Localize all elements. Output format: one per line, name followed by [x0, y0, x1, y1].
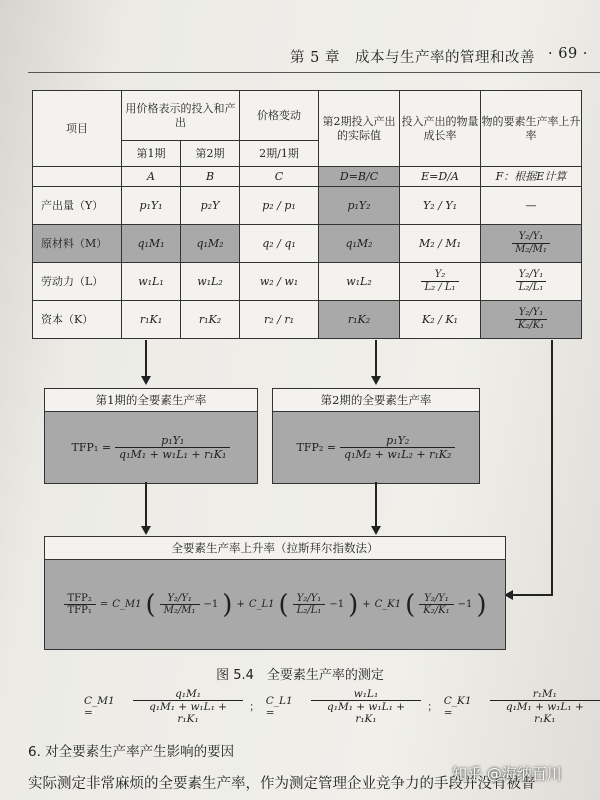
header-actual-value: 第2期投入产出的实际值	[319, 91, 400, 167]
tfp-rise-box	[44, 536, 506, 650]
page-number: · 69 ·	[548, 46, 588, 62]
body-paragraph: 实际测定非常麻烦的全要素生产率，作为测定管理企业竞争力的手段并没有被普	[28, 776, 536, 792]
cell: r₁K₁	[122, 301, 181, 339]
cell: p₂Y	[181, 187, 240, 225]
cell: $\frac{\text{Y₂/Y₁}}{\text{K₂/K₁}}$	[481, 301, 582, 339]
cell: M₂ / M₁	[400, 225, 481, 263]
letter-c: C	[240, 167, 319, 187]
cell: p₁Y₁	[122, 187, 181, 225]
cell: $\frac{\text{Y₂}}{\text{L₂ / L₁}}$	[400, 263, 481, 301]
cell: w₂ / w₁	[240, 263, 319, 301]
tfp-rise-formula: TFP₂ TFP₁ = C_M1 ( Y₂/Y₁ M₂/M₁ −1 ) + C_L1 ( Y₂/Y₁ L₂/L₁ −1 ) + C_K1 ( Y₂/Y₁ K₂/K₁ −1 )	[64, 592, 487, 618]
row-label-output: 产出量（Y）	[33, 187, 122, 225]
cell: —	[481, 187, 582, 225]
tfp2-title: 第2期的全要素生产率	[273, 389, 479, 412]
letter-b: B	[181, 167, 240, 187]
letter-e: E=D/A	[400, 167, 481, 187]
cell: p₁Y₂	[319, 187, 400, 225]
header-period1: 第1期	[122, 141, 181, 167]
row-label-material: 原材料（M）	[33, 225, 122, 263]
cell: $\frac{\text{Y₂/Y₁}}{\text{M₂/M₁}}$	[481, 225, 582, 263]
tfp1-title: 第1期的全要素生产率	[45, 389, 257, 412]
arrow-head	[141, 376, 151, 385]
header-price-io: 用价格表示的投入和产出	[122, 91, 240, 141]
cell: q₂ / q₁	[240, 225, 319, 263]
header-item: 项目	[33, 91, 122, 167]
arrow-head	[371, 376, 381, 385]
row-label-capital: 资本（K）	[33, 301, 122, 339]
cell: r₁K₂	[181, 301, 240, 339]
cell: w₁L₁	[122, 263, 181, 301]
cell: w₁L₂	[319, 263, 400, 301]
arrow-to-tfp1	[145, 340, 147, 378]
header-price-change: 价格变动	[240, 91, 319, 141]
cell: r₂ / r₁	[240, 301, 319, 339]
input-output-table	[32, 90, 582, 339]
header-period2: 第2期	[181, 141, 240, 167]
cell: $\frac{\text{Y₂/Y₁}}{\text{L₂/L₁}}$	[481, 263, 582, 301]
header-growth-rate: 投入产出的物量成长率	[400, 91, 481, 167]
header-rule	[28, 72, 600, 73]
cell: q₁M₂	[319, 225, 400, 263]
tfp1-box	[44, 388, 258, 484]
cell: w₁L₂	[181, 263, 240, 301]
arrow-to-tfp2	[375, 340, 377, 378]
header-ratio: 2期/1期	[240, 141, 319, 167]
tfp1-formula: TFP₁ = $\frac{\text{p₁Y₁}}{\text{q₁M₁ + w₁L₁ + r₁K₁}}$	[72, 434, 231, 461]
watermark: 知乎 @海纳百川	[452, 765, 562, 783]
cell: Y₂ / Y₁	[400, 187, 481, 225]
chapter-title: 第 5 章 成本与生产率的管理和改善	[290, 50, 535, 66]
letter-d: D=B/C	[319, 167, 400, 187]
arrow-tfp1-down	[145, 482, 147, 528]
tfp2-box	[272, 388, 480, 484]
arrow-head	[141, 526, 151, 535]
cell: K₂ / K₁	[400, 301, 481, 339]
section-heading: 6. 对全要素生产率产生影响的要因	[28, 744, 235, 760]
cell: q₁M₁	[122, 225, 181, 263]
letter-a: A	[122, 167, 181, 187]
cell: p₂ / p₁	[240, 187, 319, 225]
cell: r₁K₂	[319, 301, 400, 339]
row-label-labor: 劳动力（L）	[33, 263, 122, 301]
running-header	[290, 46, 588, 67]
weight-definitions: C_M1 = $\frac{\text{q₁M₁}}{\text{q₁M₁ + w₁L₁ + r₁K₁}}$ ； C_L1 = $\frac{\text{w₁L₁}}{\text{q₁M₁ + w₁L₁ + r₁K₁}}$ ； C_K1 = $\frac{\text{r₁M₁}}{\text{q₁M₁ + w₁L₁ + r₁K₁}}$	[84, 688, 600, 725]
arrow-to-rise-vertical	[551, 340, 553, 596]
tfp2-formula: TFP₂ = $\frac{\text{p₁Y₂}}{\text{q₁M₂ + w₁L₂ + r₁K₂}}$	[297, 434, 456, 461]
arrow-tfp2-down	[375, 482, 377, 528]
tfp-rise-title: 全要素生产率上升率（拉斯拜尔指数法）	[45, 537, 505, 560]
arrow-head	[371, 526, 381, 535]
header-productivity-rise: 物的要素生产率上升率	[481, 91, 582, 167]
letter-f: F：根据E计算	[481, 167, 582, 187]
figure-caption: 图 5.4 全要素生产率的测定	[216, 668, 384, 683]
cell: q₁M₂	[181, 225, 240, 263]
arrow-to-rise-horizontal	[512, 594, 553, 596]
